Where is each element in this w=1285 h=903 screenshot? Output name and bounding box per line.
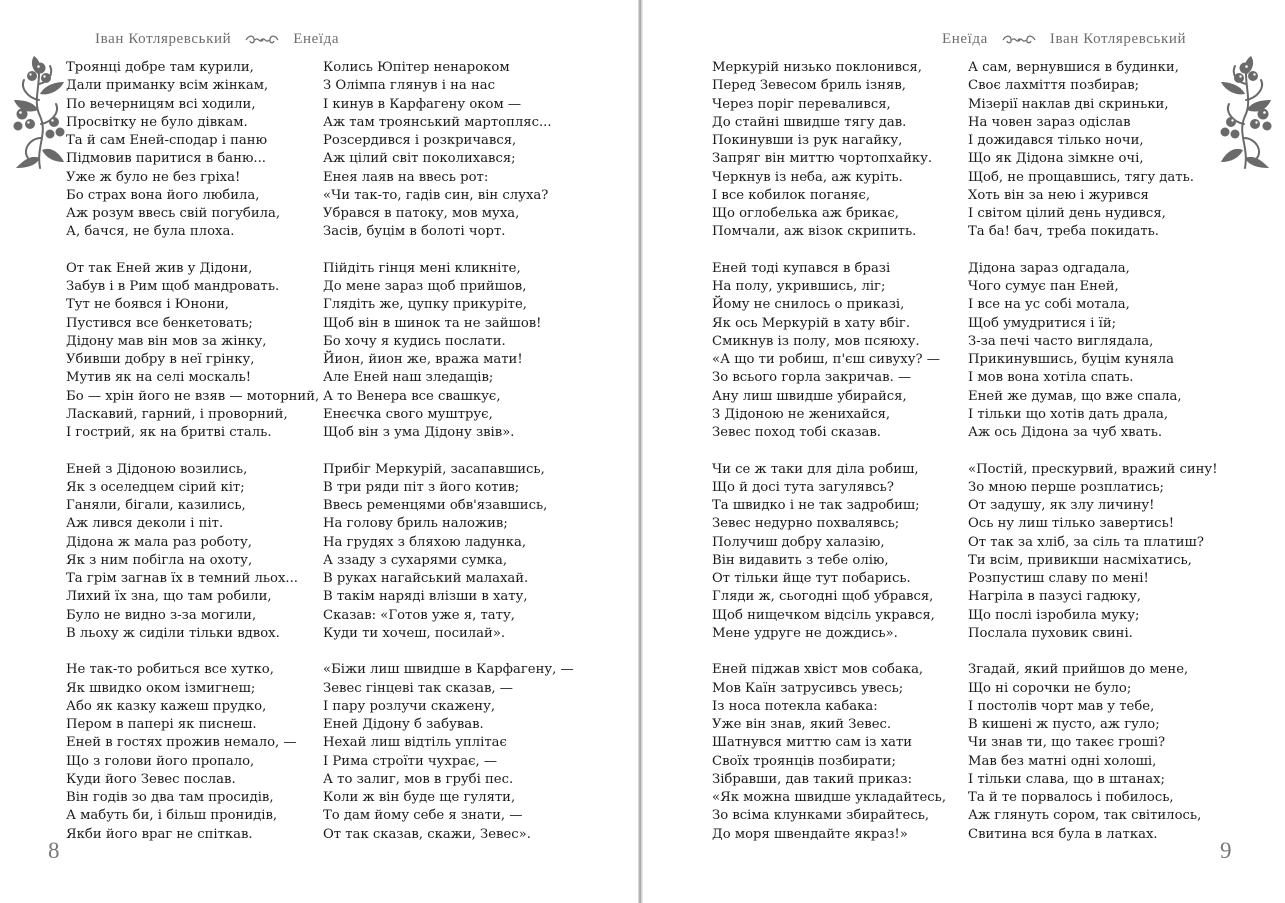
verse-line: Убивши добру в неї грінку, <box>66 352 255 367</box>
verse-line: Помчали, аж візок скрипить. <box>712 224 917 240</box>
verse-line: Смикнув із полу, мов псяюху. <box>712 333 920 349</box>
verse-line: А сам, вернувшися в будинки, <box>968 60 1179 75</box>
verse-line: Перед Зевесом бриль ізняв, <box>712 78 906 94</box>
verse-line: Уже він знав, який Зевес. <box>712 717 892 732</box>
verse-line: Йому не снилось о приказі, <box>712 297 905 313</box>
verse-line: «Біжи лиш швидше в Карфагену, — <box>323 662 574 678</box>
verse-line: Через поріг перевалився, <box>712 96 891 112</box>
verse-line: От так за хліб, за сіль та платиш? <box>968 534 1204 550</box>
verse-line: З Олімпа глянув і на нас <box>323 78 495 94</box>
verse-line: Еней же думав, що вже спала, <box>968 388 1182 404</box>
verse-line: Та й те порвалось і побилось, <box>968 790 1174 805</box>
verse-line: Він видавить з тебе олію, <box>712 552 889 568</box>
verse-line: Коли ж він буде ще гуляти, <box>323 790 516 805</box>
verse-line: Розсердився і розкричався, <box>323 133 517 148</box>
floral-berry-ornament-icon <box>1219 54 1275 170</box>
verse-line: Хоть він за нею і журився <box>968 187 1149 203</box>
verse-line: Аж глянуть сором, так світилось, <box>968 808 1202 824</box>
verse-line: І світом цілий день нудився, <box>968 206 1166 221</box>
verse-line: Чи се ж таки для діла робиш, <box>712 461 919 477</box>
verse-line: Як швидко оком ізмигнеш; <box>66 680 256 696</box>
verse-line: Зібравши, дав такий приказ: <box>712 771 913 787</box>
verse-line: Аж цілий світ поколихався; <box>323 151 516 167</box>
verse-line: Прибіг Меркурій, засапавшись, <box>323 461 545 477</box>
verse-line: «Чи так-то, гадів син, він слуха? <box>323 187 549 203</box>
verse-line: А то залиг, мов в грубі пес. <box>323 771 514 787</box>
verse-line: І пару розлучи скажену, <box>323 698 496 714</box>
verse-line: Аж ось Дідона за чуб хвать. <box>968 425 1163 440</box>
verse-line: Еней тоді купався в бразі <box>712 260 891 276</box>
verse-line: От так Еней жив у Дідони, <box>66 260 253 276</box>
verse-line: І тільки що хотів дать драла, <box>968 406 1169 422</box>
verse-line: Як з оселедцем сірий кіт; <box>66 479 245 495</box>
stanza <box>968 59 1218 242</box>
verse-line: І гострий, як на бритві сталь. <box>66 425 272 440</box>
verse-line: Щоб він з ума Дідону звів». <box>323 425 515 440</box>
header-title: Енеїда <box>942 31 988 47</box>
verse-line: Мав без матні одні холоші, <box>968 753 1157 769</box>
verse-line: Меркурій низько поклонився, <box>712 60 922 75</box>
verse-line: Зо мною перше розплатись; <box>968 479 1164 495</box>
verse-line: Та ба! бач, треба покидать. <box>968 224 1159 240</box>
verse-line: Куди ти хочеш, посилай». <box>323 625 506 641</box>
right-page <box>643 0 1285 903</box>
verse-line: Що й досі тута загулявсь? <box>712 479 894 495</box>
verse-line: Мов Каїн затрусивсь увесь; <box>712 680 904 696</box>
verse-line: Ось ну лиш тілько завертись! <box>968 516 1175 532</box>
verse-line: Та грім загнав їх в темний льох... <box>66 571 298 586</box>
verse-line: Що з голови його пропало, <box>66 753 255 769</box>
running-header <box>95 31 339 48</box>
verse-line: Щоб він в шинок та не зайшов! <box>323 315 542 331</box>
verse-line: Нагріла в пазусі гадюку, <box>968 589 1141 605</box>
header-author: Іван Котляревський <box>1049 31 1187 47</box>
verse-line: На грудях з бляхою ладунка, <box>323 534 527 550</box>
verse-line: В кишені ж пусто, аж гуло; <box>968 717 1160 732</box>
verse-line: Йион, йион же, вража мати! <box>323 352 523 367</box>
verse-line: А то Венера все свашкує, <box>323 388 501 404</box>
verse-line: До стайні швидше тягу дав. <box>712 114 907 130</box>
stanza <box>66 260 319 443</box>
verse-line: Получиш добру халазію, <box>712 534 885 550</box>
verse-line: Ану лиш швидше убирайся, <box>712 388 907 404</box>
verse-line: З-за печі часто виглядала, <box>968 333 1154 349</box>
stanza <box>968 661 1218 844</box>
verse-line: І тільки слава, що в штанах; <box>968 771 1165 787</box>
verse-line: «Як можна швидше укладайтесь, <box>712 790 947 805</box>
verse-line: Підмовив паритися в баню... <box>66 151 266 167</box>
verse-line: Ввесь ременцями обв'язавшись, <box>323 498 548 513</box>
verse-line: Бо страх вона його любила, <box>66 187 260 203</box>
verse-line: Чи знав ти, що такеє гроші? <box>968 735 1166 751</box>
verse-line: В три ряди піт з його котив; <box>323 479 520 495</box>
verse-line: Троянці добре там курили, <box>66 60 254 75</box>
verse-line: І постолів чорт мав у тебе, <box>968 698 1155 714</box>
verse-line: Що ні сорочки не було; <box>968 680 1132 696</box>
flourish-separator-icon <box>1002 34 1036 46</box>
verse-line: От так сказав, скажи, Зевес». <box>323 826 531 842</box>
verse-line: Чого сумує пан Еней, <box>968 279 1119 294</box>
verse-line: Убрався в патоку, мов муха, <box>323 206 520 221</box>
verse-line: Глядіть же, цупку прикуріте, <box>323 297 527 313</box>
stanza <box>66 461 319 644</box>
verse-line: Еней Дідону б забував. <box>323 717 484 732</box>
verse-line: На човен зараз одіслав <box>968 114 1131 130</box>
verse-line: Пером в папері як писнеш. <box>66 717 257 732</box>
verse-line: Щоб умудритися і їй; <box>968 315 1117 331</box>
verse-line: І мов вона хотіла спать. <box>968 370 1134 386</box>
stanza <box>66 661 319 844</box>
verse-line: В такім наряді влізши в хату, <box>323 589 528 605</box>
verse-line: Із носа потекла кабака: <box>712 698 878 714</box>
verse-line: Уже ж було не без гріха! <box>66 169 241 185</box>
verse-line: Черкнув із неба, аж куріть. <box>712 169 903 185</box>
verse-line: Просвітку не було дівкам. <box>66 114 248 130</box>
verse-line: Зо всіма клунками збирайтесь, <box>712 808 930 824</box>
verse-line: Дідона зараз одгадала, <box>968 260 1130 276</box>
verse-line: Свитина вся була в латках. <box>968 826 1158 842</box>
verse-line: Ти всім, привикши насміхатись, <box>968 552 1192 568</box>
verse-line: Було не видно з-за могили, <box>66 607 257 623</box>
verse-line: Дідона ж мала раз роботу, <box>66 534 252 550</box>
flourish-separator-icon <box>245 34 279 46</box>
verse-line: В руках нагайський малахай. <box>323 571 529 586</box>
verse-line: І кинув в Карфагену оком — <box>323 96 522 112</box>
stanza <box>712 661 946 844</box>
verse-line: Як з ним побігла на охоту, <box>66 552 253 568</box>
verse-line: Енея лаяв на ввесь рот: <box>323 169 489 185</box>
verse-line: То дам йому себе я знати, — <box>323 808 523 824</box>
verse-line: Пійдіть гінця мені кликніте, <box>323 260 521 276</box>
verse-line: Тут не боявся і Юнони, <box>66 297 229 313</box>
verse-line: Та швидко і не так задробиш; <box>712 498 920 513</box>
verse-line: Бо хочу я кудись послати. <box>323 333 506 349</box>
verse-line: Зо всього горла закричав. — <box>712 370 912 386</box>
verse-line: Еней в гостях прожив немало, — <box>66 735 297 751</box>
verse-line: Що оглобелька аж брикає, <box>712 206 899 221</box>
verse-line: Аж розум ввесь свій погубила, <box>66 206 281 221</box>
stanza <box>712 461 946 644</box>
stanza <box>323 260 574 443</box>
poem-column-right-2 <box>968 59 1218 862</box>
verse-line: Мене удруге не дождись». <box>712 625 898 641</box>
stanza <box>323 461 574 644</box>
verse-line: «Постій, прескурвий, вражий сину! <box>968 461 1218 477</box>
verse-line: До мене зараз щоб прийшов, <box>323 279 527 294</box>
verse-line: Аж лився деколи і піт. <box>66 516 224 532</box>
verse-line: Бо — хрін його не взяв — моторний, <box>66 388 320 404</box>
verse-line: Розпустиш славу по мені! <box>968 571 1149 586</box>
verse-line: Мутив як на селі москаль! <box>66 370 252 386</box>
verse-line: Якби його враг не спіткав. <box>66 826 253 842</box>
stanza <box>712 260 946 443</box>
verse-line: Куди його Зевес послав. <box>66 771 236 787</box>
floral-berry-ornament-icon <box>10 54 66 170</box>
verse-line: Ганяли, бігали, казились, <box>66 498 246 513</box>
verse-line: Шатнувся миттю сам із хати <box>712 735 913 751</box>
verse-line: Прикинувшись, буцім куняла <box>968 352 1174 367</box>
verse-line: А, бачся, не була плоха. <box>66 224 235 240</box>
verse-line: Засів, буцім в болоті чорт. <box>323 224 506 240</box>
page-number: 8 <box>48 838 60 863</box>
verse-line: Та й сам Еней-сподар і паню <box>66 133 268 148</box>
verse-line: Послала пуховик свині. <box>968 625 1133 641</box>
poem-column-right-1 <box>712 59 946 862</box>
verse-line: А мабуть би, і більш пронидів, <box>66 808 278 824</box>
verse-line: Але Еней наш зледащів; <box>323 370 494 386</box>
verse-line: «А що ти робиш, п'єш сивуху? — <box>712 352 940 367</box>
verse-line: Що послі ізробила муку; <box>968 607 1140 623</box>
verse-line: Дідону мав він мов за жінку, <box>66 333 267 349</box>
verse-line: До моря швендайте якраз!» <box>712 826 908 842</box>
verse-line: І Рима строїти чухрає, — <box>323 753 498 769</box>
header-author: Іван Котляревський <box>95 31 232 47</box>
verse-line: І дожидався тілько ночи, <box>968 133 1144 148</box>
verse-line: Лихий їх зна, що там робили, <box>66 589 272 605</box>
verse-line: На голову бриль наложив; <box>323 516 508 532</box>
verse-line: А ззаду з сухарями сумка, <box>323 552 508 568</box>
verse-line: Як ось Меркурій в хату вбіг. <box>712 315 911 331</box>
verse-line: З Дідоною не женихайся, <box>712 406 891 422</box>
verse-line: І все на ус собі мотала, <box>968 297 1130 313</box>
stanza <box>323 661 574 844</box>
stanza <box>712 59 946 242</box>
verse-line: По вечерницям всі ходили, <box>66 96 256 112</box>
verse-line: Згадай, який прийшов до мене, <box>968 662 1189 678</box>
verse-line: Зевес поход тобі сказав. <box>712 425 881 440</box>
verse-line: Покинувши із рук нагайку, <box>712 133 903 148</box>
verse-line: Гляди ж, сьогодні щоб убрався, <box>712 589 934 605</box>
verse-line: От тільки йще тут побарись. <box>712 571 911 586</box>
verse-line: Ласкавий, гарний, і проворний, <box>66 406 288 422</box>
header-title: Енеїда <box>293 31 340 47</box>
verse-line: Сказав: «Готов уже я, тату, <box>323 607 515 623</box>
verse-line: Нехай лиш відтіль уплітає <box>323 735 507 751</box>
verse-line: Дали приманку всім жінкам, <box>66 78 269 94</box>
verse-line: Або як казку кажеш прудко, <box>66 698 267 714</box>
verse-line: Енеєчка свого муштрує, <box>323 406 493 422</box>
verse-line: От задушу, як злу личину! <box>968 498 1155 513</box>
verse-line: Колись Юпітер ненароком <box>323 60 510 75</box>
running-header <box>942 31 1186 48</box>
verse-line: Пустився все бенкетовать; <box>66 315 253 331</box>
verse-line: В льоху ж сиділи тільки вдвох. <box>66 625 280 641</box>
verse-line: На полу, укрившись, ліг; <box>712 279 886 294</box>
verse-line: Зевес гінцеві так сказав, — <box>323 680 513 696</box>
verse-line: Аж там троянський мартопляс... <box>323 114 552 130</box>
verse-line: Щоб нищечком відсіль укрався, <box>712 607 935 623</box>
verse-line: Зевес недурно похвалявсь; <box>712 516 900 532</box>
stanza <box>968 260 1218 443</box>
left-page <box>0 0 640 903</box>
verse-line: Своїх троянців позбирати; <box>712 753 896 769</box>
poem-column-left-1 <box>66 59 319 862</box>
verse-line: Не так-то робиться все хутко, <box>66 662 274 678</box>
stanza <box>968 461 1218 644</box>
verse-line: Що як Дідона зімкне очі, <box>968 151 1144 167</box>
poem-column-left-2 <box>323 59 574 862</box>
verse-line: Щоб, не прощавшись, тягу дать. <box>968 169 1194 185</box>
verse-line: Забув і в Рим щоб мандровать. <box>66 279 280 294</box>
verse-line: Він годів зо два там просидів, <box>66 790 274 805</box>
stanza <box>66 59 319 242</box>
verse-line: Своє лахміття позбирав; <box>968 78 1140 94</box>
stanza <box>323 59 574 242</box>
verse-line: Еней піджав хвіст мов собака, <box>712 662 924 678</box>
verse-line: І все кобилок поганяє, <box>712 187 871 203</box>
verse-line: Мізерії наклав дві скриньки, <box>968 96 1169 112</box>
verse-line: Запряг він миттю чортопхайку. <box>712 151 933 167</box>
verse-line: Еней з Дідоною возились, <box>66 461 248 477</box>
page-number: 9 <box>1220 838 1232 863</box>
